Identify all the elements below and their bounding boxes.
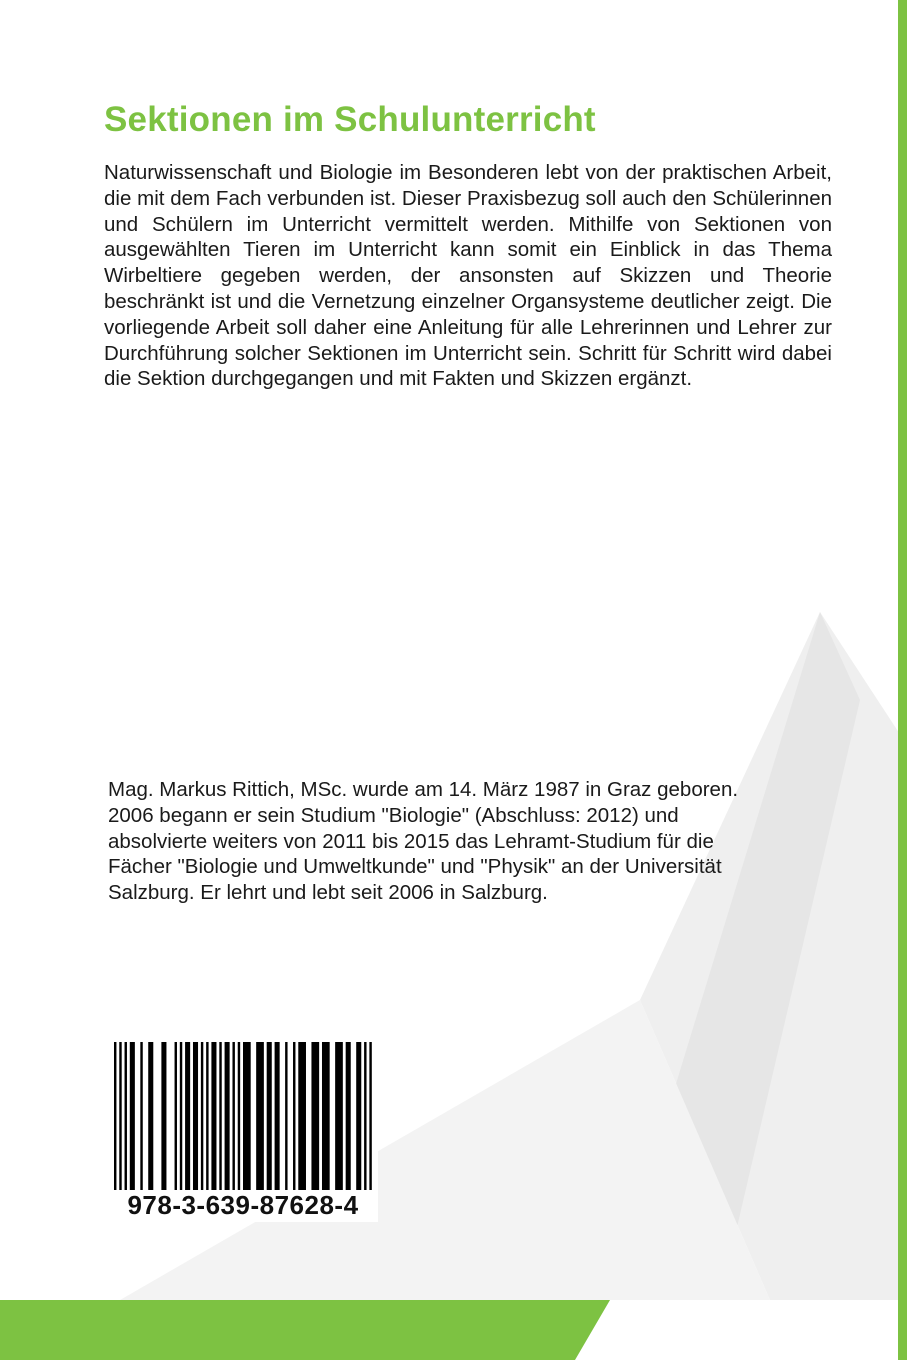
author-bio-line: absolvierte weiters von 2011 bis 2015 das Lehramt-Studium für die	[108, 829, 714, 853]
barcode-bar	[175, 1042, 177, 1190]
book-description: Naturwissenschaft und Biologie im Besonderen lebt von der praktischen Arbeit, die mit dem Fach verbunden ist. Dieser Praxisbezug soll auch den Schülerinnen und Schülern im Unterricht vermittelt werden. Mithilfe von Sektionen von ausgewählten Tieren im Unterricht kann somit ein Einblick in das Thema Wirbeltiere gegeben werden, der ansonsten auf Skizzen und Theorie beschränkt ist und die Vernetzung einzelner Organsysteme deutlicher zeigt. Die vorliegende Arbeit soll daher eine Anleitung für alle Lehrerinnen und Lehrer zur Durchführung solcher Sektionen im Unterricht sein. Schritt für Schritt wird dabei die Sektion durchgegangen und mit Fakten und Skizzen ergänzt.	[104, 161, 832, 391]
barcode-bar	[161, 1042, 166, 1190]
barcode-bar	[275, 1042, 280, 1190]
barcode-bars	[114, 1042, 372, 1190]
book-title: Sektionen im Schulunterricht	[104, 100, 596, 139]
green-footer-band	[0, 1300, 907, 1360]
author-bio-line: Salzburg. Er lehrt und lebt seit 2006 in Salzburg.	[108, 881, 548, 905]
barcode-bar	[219, 1042, 221, 1190]
barcode-bar	[180, 1042, 182, 1190]
barcode-bar	[364, 1042, 366, 1190]
barcode-bar	[119, 1042, 121, 1190]
barcode-bar	[293, 1042, 295, 1190]
barcode-bar	[193, 1042, 198, 1190]
barcode-bar	[356, 1042, 361, 1190]
author-bio-line: 2006 begann er sein Studium "Biologie" (Abschluss: 2012) und	[108, 803, 679, 827]
barcode-bar	[232, 1042, 234, 1190]
green-edge-stripe	[898, 0, 907, 1360]
author-bio-line: Fächer "Biologie und Umweltkunde" und "Physik" an der Universität	[108, 855, 722, 879]
author-bio-line: Mag. Markus Rittich, MSc. wurde am 14. März 1987 in Graz geboren.	[108, 778, 739, 801]
barcode-bar	[211, 1042, 216, 1190]
barcode-bar	[201, 1042, 203, 1190]
barcode-bar	[322, 1042, 330, 1190]
barcode-bar	[346, 1042, 351, 1190]
barcode-bar	[298, 1042, 306, 1190]
barcode-bar	[311, 1042, 319, 1190]
barcode-bar	[285, 1042, 287, 1190]
barcode-bar	[140, 1042, 142, 1190]
barcode-bar	[148, 1042, 153, 1190]
barcode-bar	[130, 1042, 135, 1190]
barcode-bar	[206, 1042, 208, 1190]
barcode-bar	[256, 1042, 264, 1190]
isbn-barcode	[108, 1042, 378, 1222]
author-bio	[108, 777, 828, 906]
barcode-bar	[114, 1042, 116, 1190]
barcode-bar	[369, 1042, 371, 1190]
barcode-bar	[243, 1042, 251, 1190]
barcode-bar	[267, 1042, 272, 1190]
barcode-bar	[238, 1042, 240, 1190]
isbn-number: 978-3-639-87628-4	[127, 1190, 359, 1220]
barcode-bar	[125, 1042, 127, 1190]
barcode-bar	[185, 1042, 190, 1190]
barcode-bar	[335, 1042, 343, 1190]
barcode-bar	[225, 1042, 230, 1190]
